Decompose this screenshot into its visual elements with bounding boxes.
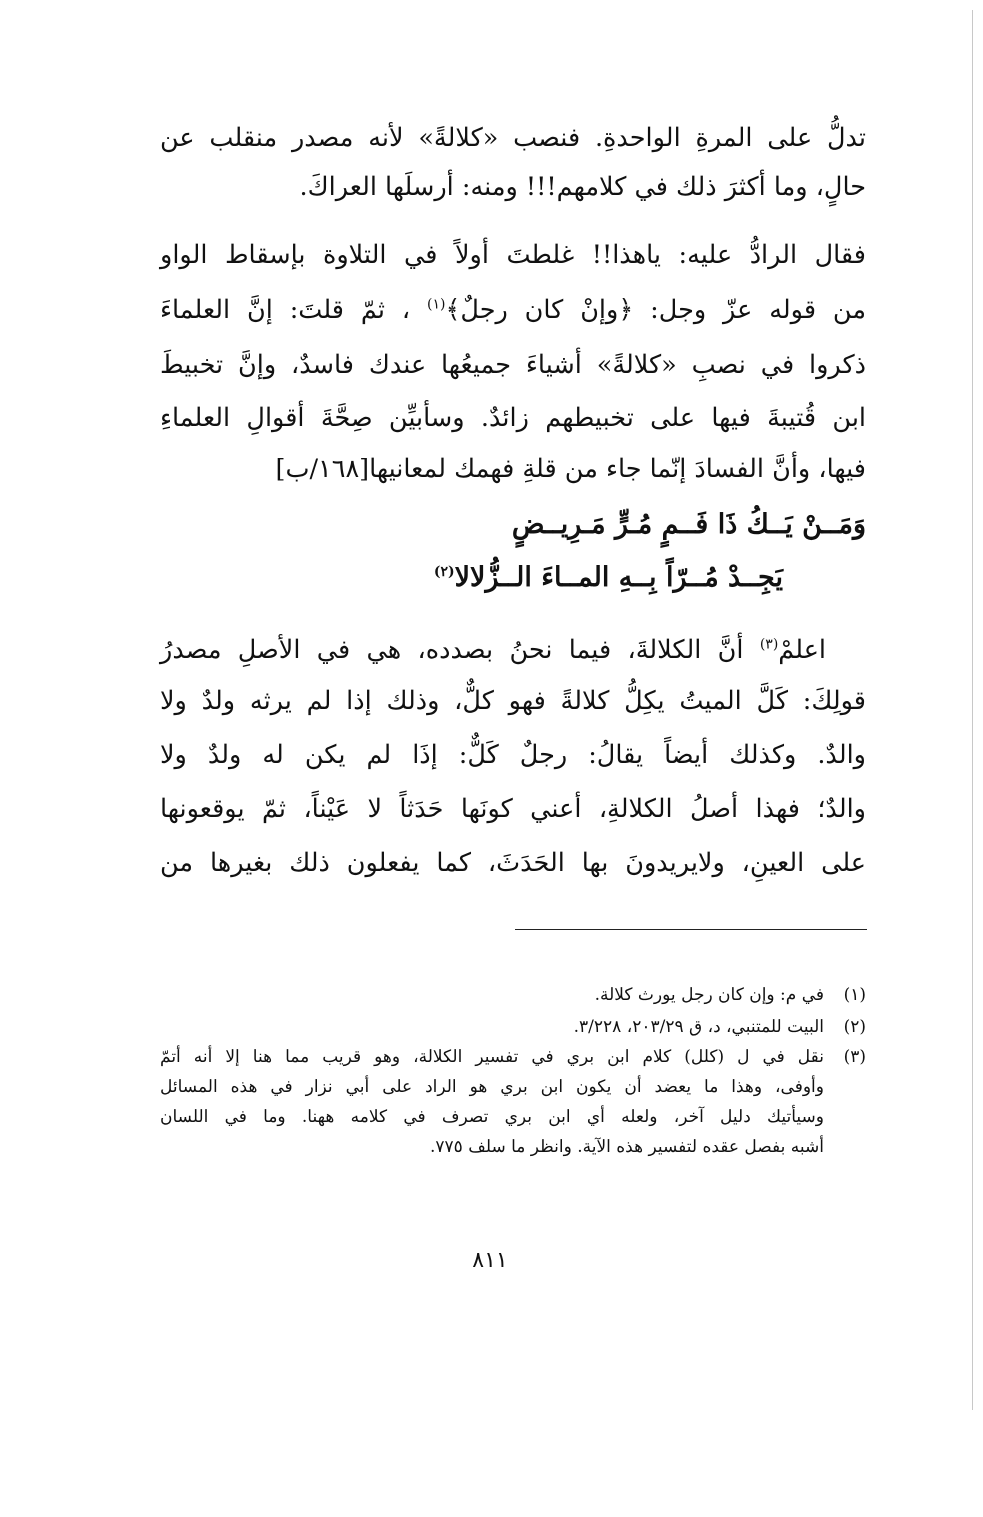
body-line-10: والدٌ. وكذلك أيضاً يقالُ: رجلٌ كَلٌّ: إذَا لم يكن له ولدٌ ولا: [160, 740, 866, 770]
scan-margin-line: [972, 10, 973, 1410]
quran-quote: من قوله عزّ وجل: ﴿وإنْ كان رجلٌ﴾: [445, 295, 866, 325]
body-line-8-rest: أنَّ الكلالةَ، فيما نحنُ بصدده، هي في الأصلِ مصدرُ: [160, 635, 744, 665]
footnote-3: [160, 1044, 866, 1070]
verse-line-2: [434, 558, 783, 598]
body-line-4-rest: ، ثمّ قلتَ: إنَّ العلماءَ: [160, 295, 411, 325]
footnote-3-line-4: أشبه بفصل عقده لتفسير هذه الآية. وانظر ما سلف ٧٧٥.: [430, 1137, 824, 1157]
body-line-5: ذكروا في نصبِ «كلالةً» أشياءَ جميعُها عندك فاسدٌ، وإنَّ تخبيطَ: [160, 350, 866, 380]
body-line-9: قولِكَ: كَلَّ الميتُ يكِلُّ كلالةً فهو كلٌّ، وذلك إذا لم يرثه ولدٌ ولا: [160, 686, 866, 716]
footnote-1-text: في م: وإن كان رجل يورث كلالة.: [594, 985, 824, 1005]
footnote-3-cont-1: [160, 1074, 866, 1100]
footnote-3-number: (٣): [843, 1047, 866, 1067]
page-number: ٨١١: [472, 1248, 508, 1273]
verse-line-1: وَمَــنْ يَــكُ ذَا فَــمٍ مُـرٍّ مَـرِيــضٍ: [511, 509, 866, 540]
body-line-3: فقال الرادُّ عليه: ياهذا!! غلطتَ أولاً في التلاوة بإسقاط الواو: [160, 240, 866, 270]
body-line-12: على العينِ، ولايريدونَ بها الحَدَثَ، كما يفعلون ذلك بغيرها من: [160, 848, 866, 878]
body-line-11: والدٌ؛ فهذا أصلُ الكلالةِ، أعني كونَها حَدَثاً لا عَيْناً، ثمّ يوقعونها: [160, 794, 866, 824]
footnote-2-text: البيت للمتنبي، د، ق ٢٠٣/٢٩، ٣/٢٢٨.: [573, 1017, 824, 1037]
footnote-3-line-3: وسيأتيك دليل آخر، ولعله أي ابن بري تصرف في كلامه ههنا. وما في اللسان: [160, 1107, 824, 1127]
footnote-1: [160, 982, 866, 1008]
footnote-3-cont-3: [160, 1134, 866, 1160]
footnote-separator: [515, 929, 867, 930]
verse-line-2-text: يَجِــدْ مُــرّاً بِــهِ المــاءَ الــزُّلالا: [454, 562, 783, 593]
body-line-6: ابن قُتيبةَ فيها على تخبيطهم زائدٌ. وسأبيِّن صِحَّةَ أقوالِ العلماءِ: [160, 403, 866, 433]
footnote-3-line-1: نقل في ل (كلل) كلام ابن بري في تفسير الكلالة، وهو قريب مما هنا إلا أنه أتمّ: [160, 1047, 824, 1067]
footnote-3-line-2: وأوفى، وهذا ما يعضد أن يكون ابن بري هو الراد على أبي نزار في هذه المسائل: [160, 1077, 824, 1097]
footnote-ref-1: (١): [426, 296, 446, 313]
body-line-8: [160, 630, 826, 670]
footnote-1-number: (١): [843, 985, 866, 1005]
body-line-7: فيها، وأنَّ الفسادَ إنّما جاء من قلةِ فهمك لمعانيها[١٦٨/ب]: [275, 454, 866, 484]
footnote-ref-3: (٣): [759, 636, 779, 653]
body-line-4: [160, 290, 866, 330]
body-line-8-start: اعلمْ: [778, 635, 826, 665]
footnote-2-number: (٢): [843, 1017, 866, 1037]
body-line-1: تدلُّ على المرةِ الواحدةِ. فنصب «كلالةً» لأنه مصدر منقلب عن: [160, 123, 866, 153]
footnote-2: [160, 1014, 866, 1040]
footnote-ref-2: (٢): [433, 564, 455, 580]
body-line-2: حالٍ، وما أكثرَ ذلك في كلامهم!!! ومنه: أرسلَها العراكَ.: [299, 172, 866, 202]
footnote-3-cont-2: [160, 1104, 866, 1130]
